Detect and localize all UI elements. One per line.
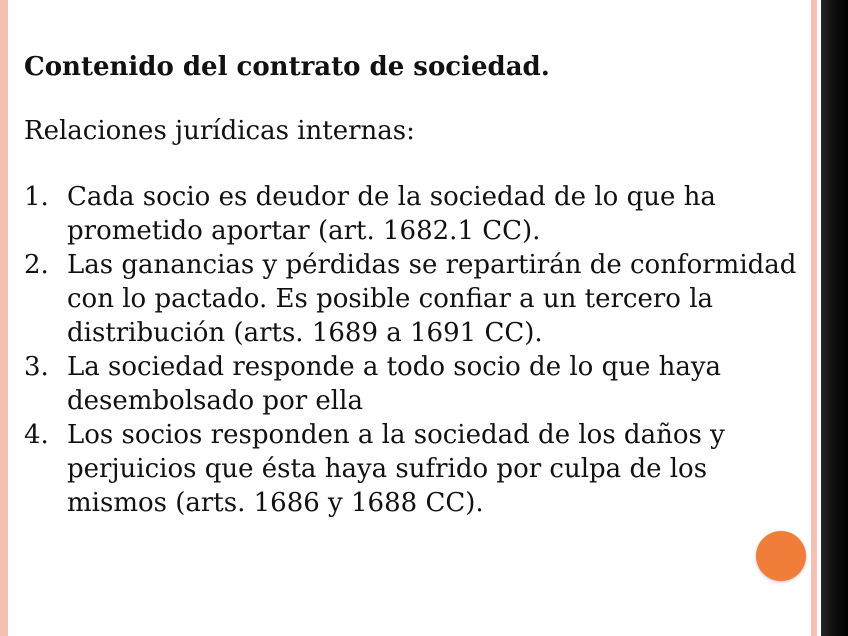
list-item-text: Las ganancias y pérdidas se repartirán de conformidad con lo pactado. Es posible confiar a un tercero la distribución (arts. 1689 a 1691 CC). <box>67 250 797 348</box>
list-item-number: 2. <box>24 250 49 280</box>
list-item-text: Los socios responden a la sociedad de los daños y perjuicios que ésta haya sufrido por culpa de los mismos (arts. 1686 y 1688 CC). <box>67 420 725 518</box>
right-dark-band <box>821 0 848 636</box>
list-item-number: 3. <box>24 352 49 382</box>
list-item <box>24 350 814 418</box>
list-item-number: 4. <box>24 420 49 450</box>
slide-title: Contenido del contrato de sociedad. <box>24 52 550 82</box>
list-item <box>24 180 814 248</box>
list-item-text: La sociedad responde a todo socio de lo que haya desembolsado por ella <box>67 352 722 416</box>
right-border-decoration <box>811 0 848 636</box>
left-border-stripe <box>0 0 8 636</box>
list-item <box>24 418 814 520</box>
list-item-number: 1. <box>24 182 49 212</box>
slide-content <box>24 50 814 520</box>
list-item-text: Cada socio es deudor de la sociedad de lo que ha prometido aportar (art. 1682.1 CC). <box>67 182 716 246</box>
orange-circle-decoration <box>756 531 806 581</box>
numbered-list <box>24 180 814 520</box>
list-item <box>24 248 814 350</box>
slide-subtitle: Relaciones jurídicas internas: <box>24 116 415 146</box>
